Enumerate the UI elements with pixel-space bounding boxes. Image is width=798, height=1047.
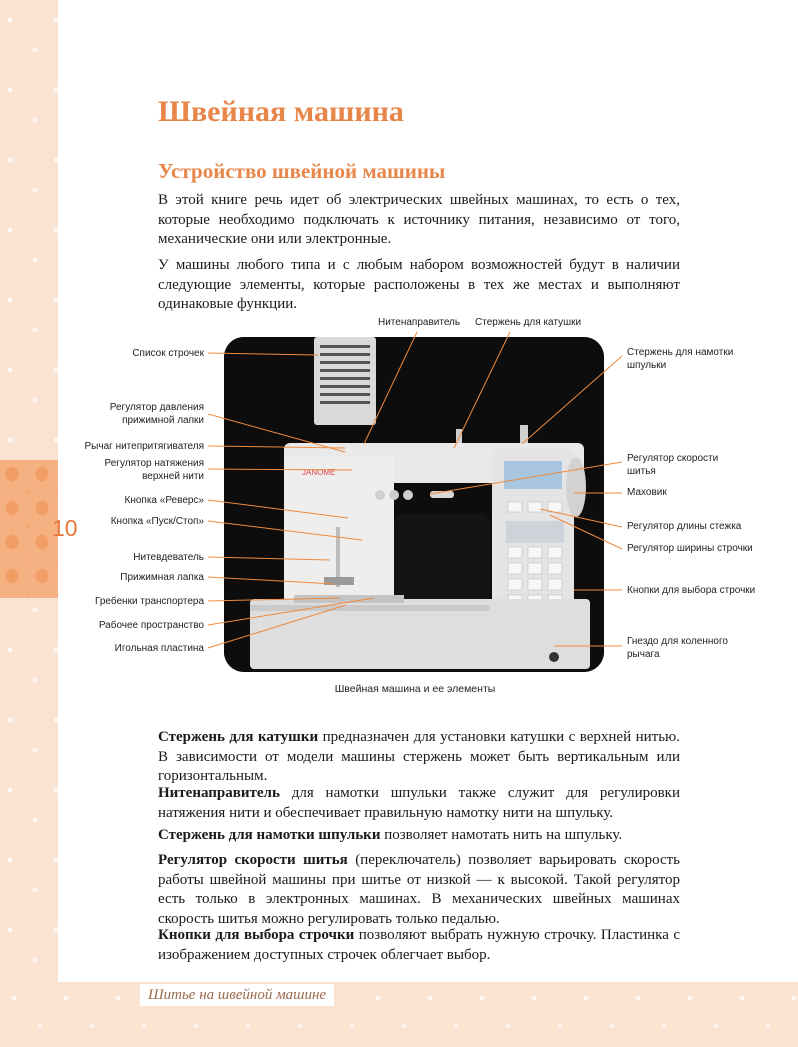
intro-paragraph-2: У машины любого типа и с любым набором возможностей будут в наличии следующие элементы, которые расположены в тех же местах и выполняют одинаковые функции. <box>158 257 680 312</box>
page-number: 10 <box>52 515 78 541</box>
intro-paragraph-1: В этой книге речь идет об электрических швейных машинах, то есть о тех, которые необходимо подключать к источнику питания, независимо от того, механические они или электронные. <box>158 192 680 247</box>
label-needle-plate: Игольная пластина <box>114 643 204 654</box>
label-spool-pin: Стержень для катушки <box>475 317 582 328</box>
section-title: Устройство швейной машины <box>158 159 446 183</box>
label-handwheel: Маховик <box>627 487 667 498</box>
label-stitch-width: Регулятор ширины строчки <box>627 543 753 554</box>
label-start-stop-button: Кнопка «Пуск/Стоп» <box>110 516 204 527</box>
chapter-title: Швейная машина <box>158 95 404 128</box>
label-knee-lift-socket: Гнездо для коленного рычага <box>627 636 728 660</box>
label-needle-threader: Нитевдеватель <box>133 552 204 563</box>
label-presser-regulator: Регулятор давления прижимной лапки <box>109 402 204 426</box>
label-stitch-length: Регулятор длины стежка <box>627 521 742 532</box>
label-tension-regulator: Регулятор натяжения верхней нити <box>104 458 204 482</box>
label-feed-dogs: Гребенки транспортера <box>95 596 204 607</box>
definition-text: предназначен для установки катушки с верхней нитью. В зависимости от модели машины стержень может быть вертикальным или горизонтальным. <box>158 729 680 784</box>
definition-text: (переключатель) позволяет варьировать скорость работы швейной машины при шитье от низкой — к высокой. Такой регулятор есть только в электронных машинах. В механических швейных машинах скорость шитья можно регулировать только педалью. <box>158 852 680 927</box>
definition-text: для намотки шпульки также служит для регулировки натяжения нити и обеспечивает правильную намотку нити на шпульку. <box>158 785 680 821</box>
definition-text: позволяет намотать нить на шпульку. <box>380 827 623 843</box>
label-thread-guide: Нитенаправитель <box>378 317 461 328</box>
definition-bobbin-winder <box>158 826 680 846</box>
definition-text: позволяют выбрать нужную строчку. Пластинка с изображением доступных строчек облегчает выбор. <box>158 927 680 963</box>
figure-caption: Швейная машина и ее элементы <box>334 683 496 695</box>
term: Нитенаправитель <box>158 785 280 801</box>
term: Регулятор скорости шитья <box>158 852 348 868</box>
label-presser-foot: Прижимная лапка <box>120 572 204 583</box>
definition-stitch-buttons <box>158 926 680 965</box>
label-stitch-buttons: Кнопки для выбора строчки <box>627 585 756 596</box>
definition-thread-guide <box>158 784 680 823</box>
label-stitch-list: Список строчек <box>132 348 204 359</box>
label-bobbin-winder: Стержень для намотки шпульки <box>627 347 734 371</box>
term: Кнопки для выбора строчки <box>158 927 355 943</box>
label-take-up-lever: Рычаг нитепритягивателя <box>84 441 204 452</box>
term: Стержень для намотки шпульки <box>158 827 381 843</box>
definition-spool-pin <box>158 728 680 787</box>
term: Стержень для катушки <box>158 729 319 745</box>
label-work-area: Рабочее пространство <box>98 620 204 631</box>
brand-logo: JANOME <box>302 468 336 477</box>
label-speed-regulator: Регулятор скорости шитья <box>627 453 719 477</box>
label-reverse-button: Кнопка «Реверс» <box>124 495 204 506</box>
running-footer: Шитье на швейной машине <box>140 984 334 1006</box>
definition-speed-regulator <box>158 851 680 929</box>
